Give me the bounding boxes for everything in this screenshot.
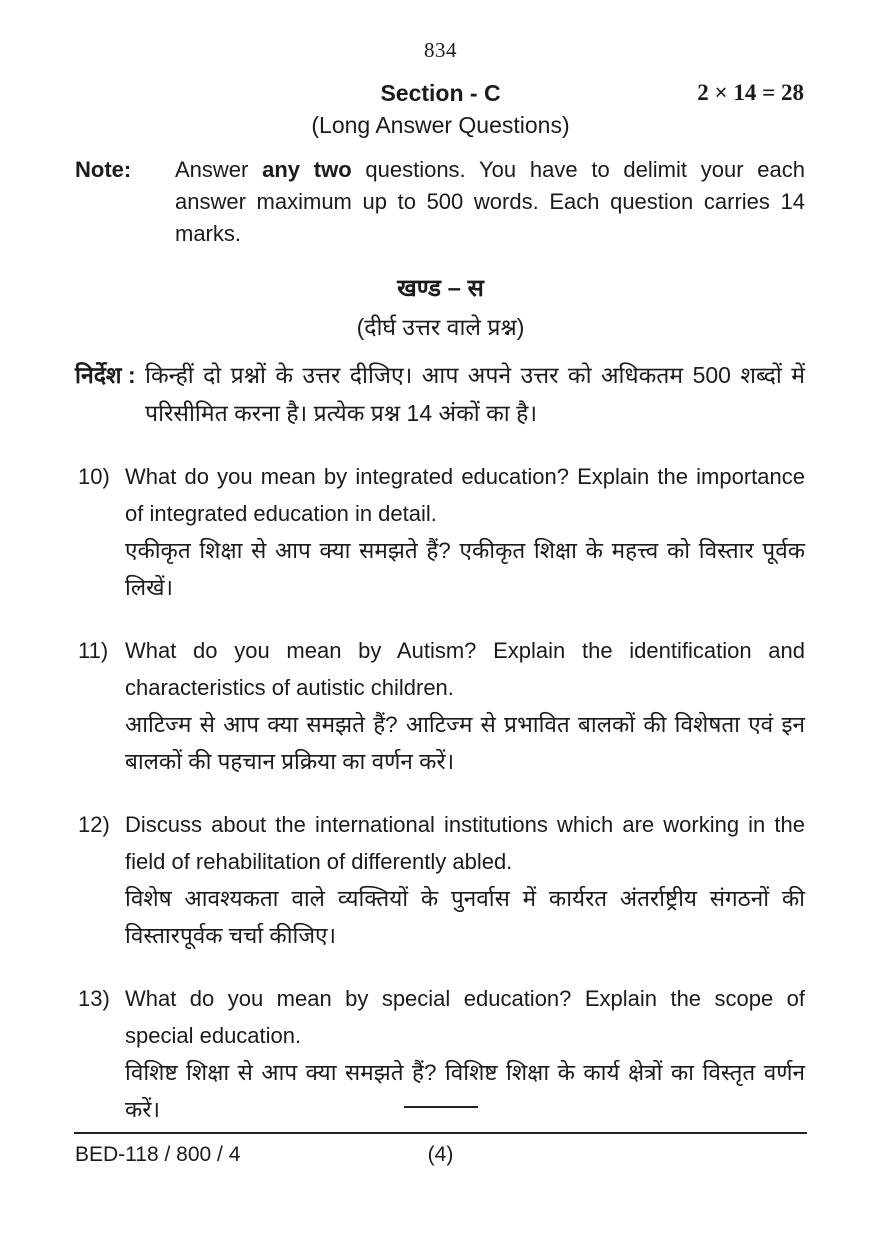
page-number: 834: [424, 38, 457, 62]
section-subtitle: (Long Answer Questions): [311, 112, 570, 138]
question-number: 13): [78, 986, 110, 1011]
section-header: [0, 80, 881, 110]
section-title: Section - C: [380, 80, 501, 106]
note-text: [175, 154, 805, 250]
question-text-hindi: विशिष्ट शिक्षा से आप क्या समझते हैं? विशिष्ट शिक्षा के कार्य क्षेत्रों का विस्तृत वर्णन करें।: [125, 1060, 805, 1122]
instructions-block: [0, 356, 881, 432]
question-text-hindi: एकीकृत शिक्षा से आप क्या समझते हैं? एकीकृत शिक्षा के महत्त्व को विस्तार पूर्वक लिखें।: [125, 538, 805, 600]
end-of-questions-rule: [404, 1106, 478, 1108]
instructions-text: किन्हीं दो प्रश्नों के उत्तर दीजिए। आप अपने उत्तर को अधिकतम 500 शब्दों में परिसीमित करना है। प्रत्येक प्रश्न 14 अंकों का है।: [145, 362, 805, 426]
footer-paper-code: BED-118 / 800 / 4: [75, 1143, 241, 1166]
footer-page-number: (4): [427, 1143, 454, 1166]
note-label: Note:: [75, 157, 132, 182]
footer: [0, 1143, 881, 1171]
question-12: [0, 806, 881, 954]
question-10: [0, 458, 881, 606]
question-text-hindi: विशेष आवश्यकता वाले व्यक्तियों के पुनर्वास में कार्यरत अंतर्राष्ट्रीय संगठनों की विस्तारपूर्वक चर्चा कीजिए।: [125, 886, 805, 948]
section-marks: 2 × 14 = 28: [697, 80, 804, 105]
question-number: 10): [78, 464, 110, 489]
question-11: [0, 632, 881, 780]
instructions-label: निर्देश :: [75, 362, 136, 388]
note-block: [0, 154, 881, 250]
question-text-english: What do you mean by integrated education? Explain the importance of integrated education in detail.: [125, 464, 805, 526]
footer-divider-rule: [74, 1132, 807, 1134]
note-text-before: Answer: [175, 157, 263, 182]
question-body: [125, 632, 805, 780]
questions-list: [0, 458, 881, 1128]
section-title-hindi: खण्ड – स: [397, 275, 484, 302]
note-text-after: questions. You have to delimit your each answer maximum up to 500 words. Each question carries 14 marks.: [175, 157, 805, 246]
question-body: [125, 806, 805, 954]
question-text-english: Discuss about the international institutions which are working in the field of rehabilitation of differently abled.: [125, 812, 805, 874]
question-number: 12): [78, 812, 110, 837]
question-text-hindi: आटिज्म से आप क्या समझते हैं? आटिज्म से प्रभावित बालकों की विशेषता एवं इन बालकों की पहचान प्रक्रिया का वर्णन करें।: [125, 712, 805, 774]
question-text-english: What do you mean by Autism? Explain the identification and characteristics of autistic children.: [125, 638, 805, 700]
question-text-english: What do you mean by special education? Explain the scope of special education.: [125, 986, 805, 1048]
section-subtitle-hindi: (दीर्घ उत्तर वाले प्रश्न): [356, 314, 525, 340]
note-text-bold: any two: [262, 157, 352, 182]
question-body: [125, 458, 805, 606]
question-number: 11): [78, 638, 109, 663]
